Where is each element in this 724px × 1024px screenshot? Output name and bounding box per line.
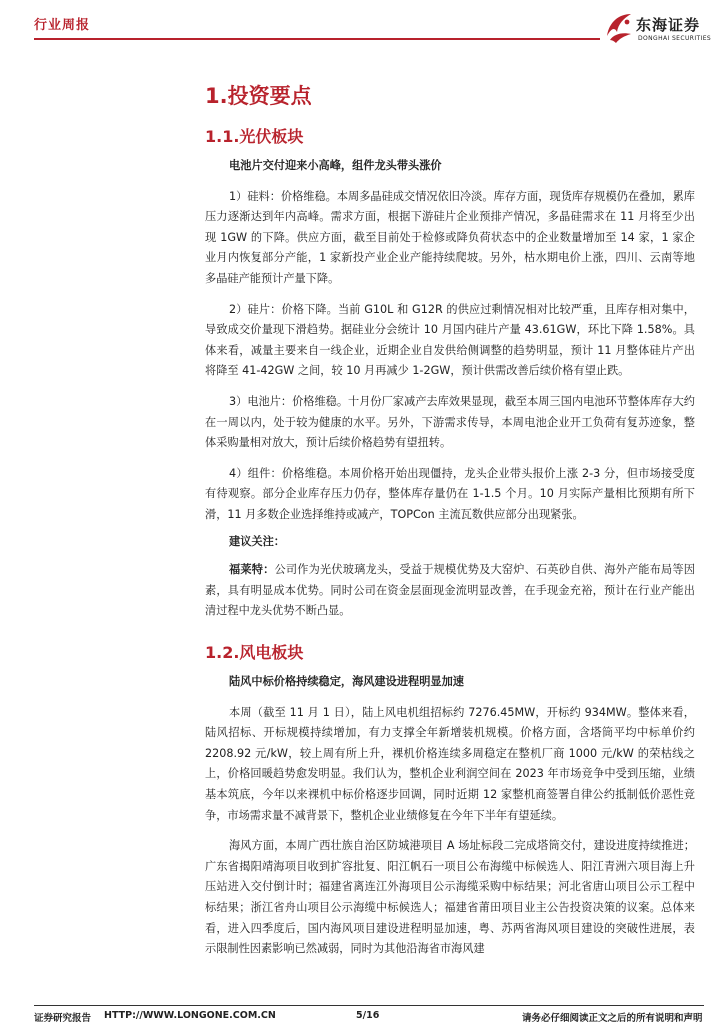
section-heading-investment-points: 1.投资要点 (205, 84, 312, 108)
pv-paragraph-cell: 3）电池片：价格维稳。十月份厂家减产去库效果显现，截至本周三国内电池环节整体库存大约在一周以内，处于较为健康的水平。另外，下游需求传导，本周电池企业开工负荷有复苏迹象，整体采购量相对放大，预计后续价格趋势有望扭转。 (205, 394, 695, 450)
brand-logo (604, 10, 712, 46)
wind-subhead: 陆风中标价格持续稳定，海风建设进程明显加速 (229, 675, 464, 688)
footer-page-number: 5/16 (356, 1010, 380, 1021)
pv-paragraph-wafer: 2）硅片：价格下降。当前 G10L 和 G12R 的供应过剩情况相对比较严重，且库存相对集中，导致成交价量现下滑趋势。据硅业分会统计 10 月国内硅片产量 43.61GW，环比下降 1.58%。具体来看，减量主要来自一线企业，近期企业自发供给侧调整的趋势明显，预计 11 月整体硅片产出将降至 41-42GW 之间，较 10 月再减少 1-2GW，预计供需改善后续价格有望止跌。 (205, 302, 695, 378)
footer-url[interactable]: HTTP://WWW.LONGONE.COM.CN (104, 1010, 276, 1021)
pv-suggest-label: 建议关注： (229, 534, 285, 548)
recommendation-company: 福莱特： (229, 563, 275, 577)
section-heading-wind: 1.2.风电板块 (205, 643, 304, 662)
header-rule (34, 38, 600, 40)
logo-mark-icon (604, 10, 634, 44)
pv-paragraph-module: 4）组件：价格维稳。本周价格开始出现僵持，龙头企业带头报价上涨 2-3 分，但市场接受度有待观察。部分企业库存压力仍存，整体库存量仍在 1-1.5 个月。10 月实际产量相比预期有所下滑，11 月多数企业选择维持或减产，TOPCon 主流瓦数供应部分出现紧张。 (205, 466, 695, 521)
section-heading-pv: 1.1.光伏板块 (205, 127, 304, 146)
logo-chinese-name: 东海证券 (636, 16, 701, 34)
footer-rule (34, 1005, 704, 1006)
recommendation-body: 公司作为光伏玻璃龙头，受益于规模优势及大窑炉、石英砂自供、海外产能布局等因素，具有明显成本优势。同时公司在资金层面现金流明显改善，在手现金充裕，预计在行业产能出清过程中龙头优势不断凸显。 (205, 563, 695, 618)
header-tag: 行业周报 (34, 18, 91, 33)
wind-content (205, 672, 695, 960)
pv-subhead: 电池片交付迎来小高峰，组件龙头带头涨价 (229, 159, 442, 172)
footer-disclaimer: 请务必仔细阅读正文之后的所有说明和声明 (522, 1013, 703, 1024)
wind-paragraph-offshore: 海风方面，本周广西壮族自治区防城港项目 A 场址标段二完成塔筒交付，建设进度持续推进；广东省揭阳靖海项目收到扩容批复、阳江帆石一项目公布海缆中标候选人、阳江青洲六项目海上升压站进入交付倒计时；福建省离连江外海项目公示海缆采购中标结果；河北省唐山项目公示工程中标结果；浙江省舟山项目公示海缆中标候选人；福建省莆田项目业主公告投资决策的议案。总体来看，进入四季度后，国内海风项目建设进程明显加速，粤、苏两省海风项目建设的突破性进展，表示限制性因素影响已然减弱，同时为其他沿海省市海风建 (205, 839, 695, 956)
pv-paragraph-recommendation (205, 560, 695, 622)
pv-paragraph-silicon: 1）硅料：价格维稳。本周多晶硅成交情况依旧冷淡。库存方面，现货库存规模仍在叠加，累库压力逐渐达到年内高峰。需求方面，根据下游硅片企业预排产情况，多晶硅需求在 11 月将至少出现 1GW 的下降。供应方面，截至目前处于检修或降负荷状态中的企业数量增加至 14 家，1 家企业月内恢复部分产能，1 家新投产业企业产能持续爬坡。另外，枯水期电价上涨，四川、云南等地多晶硅产能预计产量下降。 (205, 189, 695, 285)
wind-paragraph-onshore: 本周（截至 11 月 1 日），陆上风电机组招标约 7276.45MW，开标约 934MW。整体来看，陆风招标、开标规模持续增加，有力支撑全年新增装机规模。价格方面，含塔筒平均中标单价约 2208.92 元/kW，较上周有所上升，裸机价格连续多周稳定在整机厂商 1000 元/kW 的荣枯线之上，价格回暖趋势愈发明显。我们认为，整机企业利润空间在 2023 年市场竞争中受到压缩，业绩基本筑底，今年以来裸机中标价格逐步回调，同时近期 12 家整机商签署自律公约抵制低价恶性竞争，市场需求量不减背景下，整机企业业绩修复在今年下半年有望延续。 (205, 705, 695, 822)
logo-english-name: DONGHAI SECURITIES (638, 35, 712, 42)
pv-content (205, 156, 695, 622)
footer-report-type: 证券研究报告 (34, 1013, 92, 1024)
